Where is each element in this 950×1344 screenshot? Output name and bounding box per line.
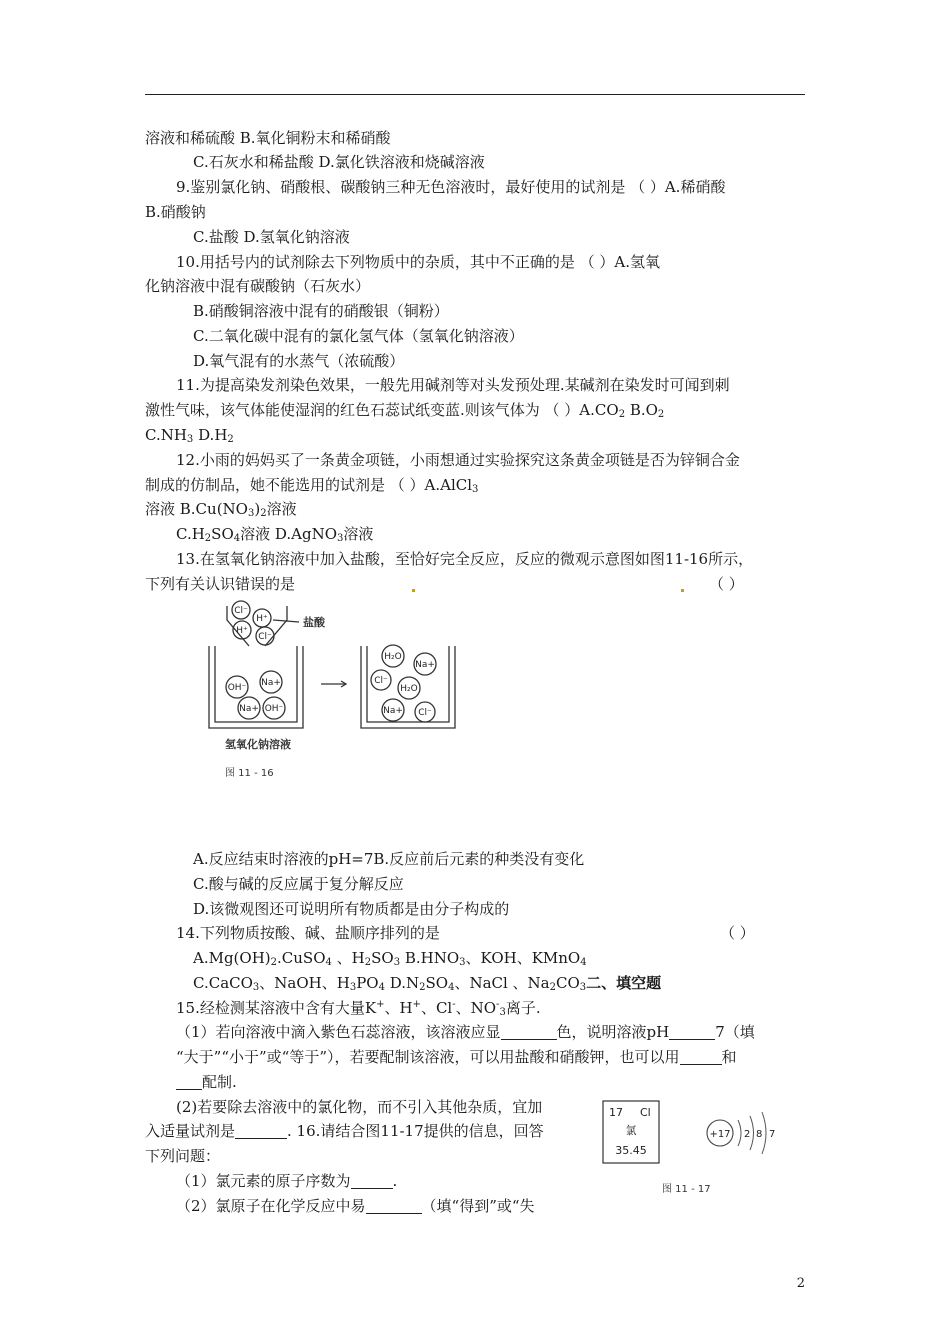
text-line: 配制. [176, 1071, 237, 1093]
option-d: D.该微观图还可说明所有物质都是由分子构成的 [193, 900, 510, 918]
answer-blank[interactable] [176, 1073, 202, 1090]
text-line: （1）若向溶液中滴入紫色石蕊溶液，该溶液应显 色，说明溶液pH 7（填 [176, 1023, 755, 1041]
answer-blank[interactable] [669, 1023, 715, 1040]
shell-count: 2 [744, 1129, 751, 1140]
question-12: 12.小雨的妈妈买了一条黄金项链，小雨想通过实验探究这条黄金项链是否为锌铜合金 [176, 451, 740, 469]
text-line: (2)若要除去溶液中的氯化物，而不引入其他杂质，宜加 [176, 1098, 543, 1116]
shell-count: 8 [756, 1129, 763, 1140]
question-15: 15.经检测某溶液中含有大量K+、H+、Cl-、$NO^-_3$离子. [176, 999, 541, 1018]
ion-label: Cl⁻ [258, 632, 272, 642]
ion-label: OH⁻ [264, 704, 284, 714]
text-line: $A.Mg(OH)_2.CuSO_4$ 、$H_2SO_3$ $B.HNO_3$、KOH、KMnO$_4$ [193, 949, 587, 968]
figure-caption: 图 11 - 16 [225, 768, 274, 779]
text-line: C.盐酸 D.氢氧化钠溶液 [193, 228, 350, 246]
page-number: 2 [796, 1276, 805, 1291]
ion-label: H⁺ [256, 614, 268, 624]
question-13: 13.在氢氧化钠溶液中加入盐酸，至恰好完全反应，反应的微观示意图如图11-16所示， [176, 550, 754, 568]
label-acid: 盐酸 [303, 616, 325, 629]
text-line: （1）氯元素的原子序数为 . [176, 1172, 398, 1190]
speck [681, 589, 684, 592]
answer-blank[interactable] [235, 1122, 287, 1139]
text-line: C.二氧化碳中混有的氯化氢气体（氢氧化钠溶液） [193, 327, 524, 345]
ion-label: Na+ [383, 706, 403, 716]
text-line: 激性气味，该气体能使湿润的红色石蕊试纸变蓝.则该气体为 （ ）$A.CO_2$ $B.O_2$ [145, 401, 665, 420]
question-10: 10.用括号内的试剂除去下列物质中的杂质，其中不正确的是 （ ）A.氢氧 [176, 253, 660, 271]
answer-blank[interactable] [680, 1048, 722, 1065]
answer-blank[interactable] [501, 1023, 557, 1040]
nuclear-charge: +17 [709, 1129, 731, 1140]
label-base: 氢氧化钠溶液 [225, 738, 291, 751]
text-line: 溶液和稀硫酸 B.氧化铜粉末和稀硝酸 [145, 129, 391, 147]
text-line: C.石灰水和稀盐酸 D.氯化铁溶液和烧碱溶液 [193, 153, 485, 171]
question-9: 9.鉴别氯化钠、硝酸根、碳酸钠三种无色溶液时，最好使用的试剂是 （ ）A.稀硝酸 [176, 178, 726, 196]
text-line: “大于”“小于”或“等于”），若要配制该溶液，可以用盐酸和硝酸钾，也可以用 和 [176, 1048, 737, 1066]
answer-blank[interactable] [351, 1172, 393, 1189]
atomic-mass: 35.45 [615, 1144, 647, 1157]
text-line: $C.NH_3$ $D.H_2$ [145, 426, 234, 445]
text-line: 下列有关认识错误的是 [145, 575, 296, 593]
text-line: （2）氯原子在化学反应中易 （填“得到”或“失 [176, 1197, 535, 1215]
text-line: D.氧气混有的水蒸气（浓硫酸） [193, 352, 405, 370]
ion-label: Na+ [415, 660, 435, 670]
text-line: B.硝酸钠 [145, 203, 206, 221]
text-line: 下列问题： [145, 1147, 221, 1165]
ion-label: Na+ [261, 678, 281, 688]
text-line: C.CaCO$_3$、NaOH、$H_3PO_4$ $D.N_2SO_4$、NaCl 、$Na_2CO_3$二、填空题 [193, 974, 662, 993]
atomic-number: 17 [609, 1106, 623, 1119]
element-name: 氯 [625, 1124, 637, 1137]
question-11: 11.为提高染发剂染色效果，一般先用碱剂等对头发预处理.某碱剂在染发时可闻到刺 [176, 376, 730, 394]
question-14: 14.下列物质按酸、碱、盐顺序排列的是 [176, 924, 440, 942]
shell-count: 7 [769, 1129, 776, 1140]
answer-blank[interactable] [366, 1197, 422, 1214]
answer-paren: （ ） [720, 924, 755, 942]
ion-label: H₂O [400, 684, 418, 694]
text-line: 溶液 $B.Cu(NO_3)_2$溶液 [145, 500, 297, 519]
speck [412, 589, 415, 592]
figure-caption: 图 11 - 17 [662, 1184, 711, 1195]
answer-paren: （ ） [709, 575, 744, 593]
element-symbol: Cl [640, 1106, 651, 1119]
ion-label: Cl⁻ [374, 676, 388, 686]
text-line: 制成的仿制品，她不能选用的试剂是 （ ）A.AlCl$_3$ [145, 476, 479, 495]
ion-label: H₂O [384, 652, 402, 662]
figure-11-17 [600, 1100, 790, 1200]
ion-label: OH⁻ [227, 683, 247, 693]
ion-label: Cl⁻ [418, 708, 432, 718]
option-a: A.反应结束时溶液的pH=7B.反应前后元素的种类没有变化 [193, 850, 585, 868]
figure-11-16 [205, 598, 465, 788]
text-line: 入适量试剂是 . 16.请结合图11-17提供的信息，回答 [145, 1122, 544, 1140]
text-line: $C.H_2SO_4$溶液 D.AgNO$_3$溶液 [176, 525, 374, 544]
ion-label: Cl⁻ [234, 606, 248, 616]
option-c: C.酸与碱的反应属于复分解反应 [193, 875, 404, 893]
header-rule [145, 94, 805, 95]
text-line: 化钠溶液中混有碳酸钠（石灰水） [145, 277, 371, 295]
ion-label: Na+ [239, 704, 259, 714]
text-line: B.硝酸铜溶液中混有的硝酸银（铜粉） [193, 302, 449, 320]
ion-label: H⁺ [236, 626, 248, 636]
section-heading: 二、填空题 [586, 974, 662, 992]
